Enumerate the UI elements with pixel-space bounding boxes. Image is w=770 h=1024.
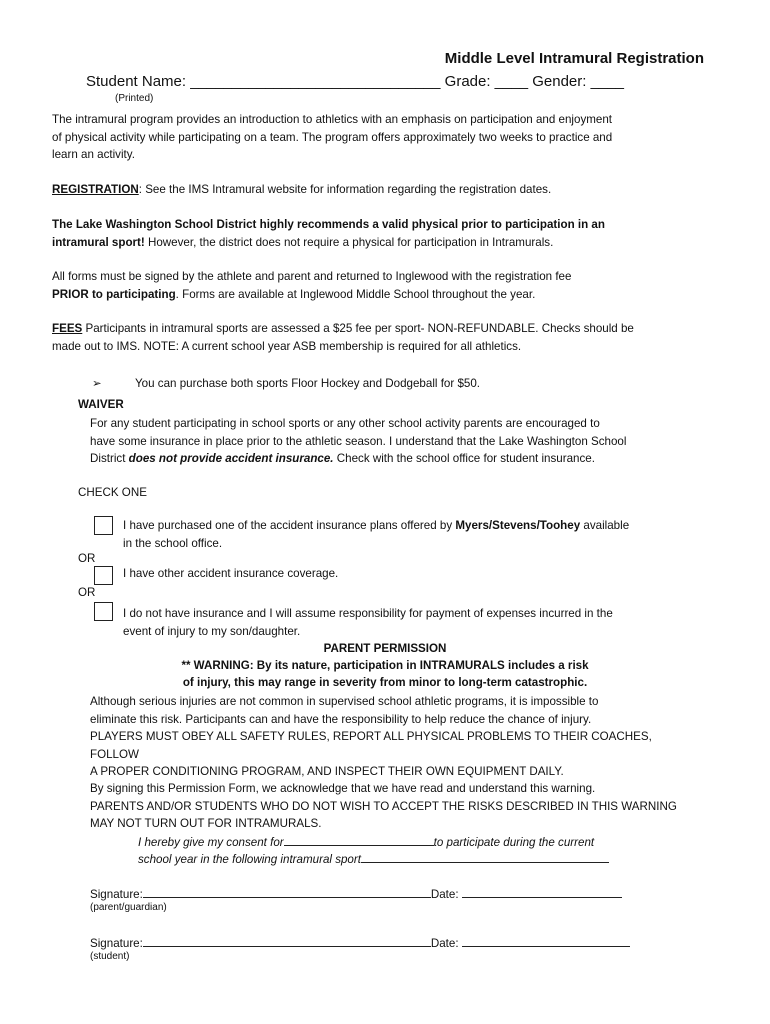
warning-line: ** WARNING: By its nature, participation in INTRAMURALS includes a risk bbox=[181, 659, 589, 672]
acknowledge-line: MAY NOT TURN OUT FOR INTRAMURALS. bbox=[90, 817, 322, 830]
forms-bold: PRIOR to participating bbox=[52, 287, 176, 301]
fees-line: Participants in intramural sports are assessed a $25 fee per sport- NON-REFUNDABLE. Checks should be bbox=[82, 322, 634, 335]
insurer-name: Myers/Stevens/Toohey bbox=[455, 519, 581, 532]
option-other-insurance: I have other accident insurance coverage. bbox=[123, 567, 339, 580]
student-date-field[interactable] bbox=[462, 934, 630, 947]
warning-line: of injury, this may range in severity from minor to long-term catastrophic. bbox=[182, 676, 588, 689]
student-note: (student) bbox=[90, 951, 130, 962]
physical-bold-emphasis: intramural sport! bbox=[52, 235, 145, 249]
option-text: available bbox=[580, 519, 630, 532]
bullet-text: You can purchase both sports Floor Hockey and Dodgeball for $50. bbox=[135, 377, 481, 390]
intro-paragraph bbox=[52, 111, 692, 164]
waiver-line: have some insurance in place prior to the athletic season. I understand that the Lake Washington School bbox=[90, 434, 627, 448]
consent-line bbox=[138, 833, 594, 849]
parent-permission-heading: PARENT PERMISSION bbox=[323, 642, 447, 655]
parent-date-field[interactable] bbox=[462, 885, 622, 898]
waiver-heading: WAIVER bbox=[78, 398, 124, 411]
bullet-arrow-icon: ➢ bbox=[92, 377, 102, 390]
signature-label: Signature: bbox=[90, 937, 143, 950]
waiver-line: Check with the school office for student insurance. bbox=[333, 452, 595, 465]
waiver-line: For any student participating in school sports or any other school activity parents are encouraged to bbox=[90, 417, 600, 430]
option-no-insurance-line1: I do not have insurance and I will assume responsibility for payment of expenses incurred in the bbox=[123, 607, 613, 620]
risk-line: A PROPER CONDITIONING PROGRAM, AND INSPECT THEIR OWN EQUIPMENT DAILY. bbox=[90, 765, 564, 778]
risk-line: eliminate this risk. Participants can and have the responsibility to help reduce the chance of injury. bbox=[90, 712, 592, 726]
checkbox-no-insurance[interactable] bbox=[94, 602, 113, 621]
acknowledge-line: PARENTS AND/OR STUDENTS WHO DO NOT WISH TO ACCEPT THE RISKS DESCRIBED IN THIS WARNING bbox=[90, 799, 677, 813]
registration-paragraph bbox=[52, 181, 692, 199]
intro-line: learn an activity. bbox=[52, 148, 135, 161]
signature-label: Signature: bbox=[90, 888, 143, 901]
consent-sport-line bbox=[138, 850, 609, 866]
registration-text: : See the IMS Intramural website for information regarding the registration dates. bbox=[138, 183, 552, 196]
option-purchased-line1 bbox=[123, 519, 629, 532]
or-separator: OR bbox=[78, 586, 96, 599]
check-one-heading: CHECK ONE bbox=[78, 486, 147, 499]
waiver-emphasis: does not provide accident insurance. bbox=[128, 452, 334, 465]
waiver-line: District bbox=[90, 452, 129, 465]
intramural-sport-field[interactable] bbox=[361, 850, 609, 863]
acknowledge-paragraph bbox=[90, 780, 690, 833]
intro-line: The intramural program provides an introduction to athletics with an emphasis on participation and enjoyment bbox=[52, 113, 613, 126]
consent-student-name-field[interactable] bbox=[284, 833, 434, 846]
forms-paragraph bbox=[52, 268, 692, 303]
fees-line: made out to IMS. NOTE: A current school year ASB membership is required for all athletics. bbox=[52, 339, 522, 353]
parent-signature-field[interactable] bbox=[143, 885, 431, 898]
acknowledge-line: By signing this Permission Form, we acknowledge that we have read and understand this warning. bbox=[90, 782, 596, 795]
option-no-insurance-line2: event of injury to my son/daughter. bbox=[123, 625, 301, 638]
printed-note: (Printed) bbox=[115, 93, 154, 104]
risk-paragraph bbox=[90, 693, 690, 781]
forms-line: All forms must be signed by the athlete and parent and returned to Inglewood with the registration fee bbox=[52, 270, 572, 283]
consent-text: school year in the following intramural sport bbox=[138, 853, 361, 866]
consent-text: to participate during the current bbox=[433, 836, 595, 849]
checkbox-purchased-insurance[interactable] bbox=[94, 516, 113, 535]
student-signature-row bbox=[90, 934, 630, 950]
waiver-paragraph bbox=[90, 415, 690, 468]
student-signature-field[interactable] bbox=[143, 934, 431, 947]
form-title: Middle Level Intramural Registration bbox=[444, 50, 704, 67]
student-name-grade-gender-line[interactable]: Student Name: ______________________________ Grade: ____ Gender: ____ bbox=[86, 73, 624, 90]
checkbox-other-insurance[interactable] bbox=[94, 566, 113, 585]
physical-rest: However, the district does not require a physical for participation in Intramurals. bbox=[144, 235, 554, 249]
risk-line: PLAYERS MUST OBEY ALL SAFETY RULES, REPORT ALL PHYSICAL PROBLEMS TO THEIR COACHES, FOLLOW bbox=[90, 730, 652, 761]
date-label: Date: bbox=[430, 937, 462, 950]
fees-paragraph bbox=[52, 320, 692, 355]
consent-text: I hereby give my consent for bbox=[138, 836, 284, 849]
parent-signature-row bbox=[90, 885, 622, 901]
option-text: I have purchased one of the accident insurance plans offered by bbox=[123, 519, 456, 532]
date-label: Date: bbox=[430, 888, 462, 901]
fees-heading: FEES bbox=[52, 322, 83, 335]
option-purchased-line2: in the school office. bbox=[123, 537, 223, 550]
or-separator: OR bbox=[78, 552, 96, 565]
intro-line: of physical activity while participating on a team. The program offers approximately two weeks to practice and bbox=[52, 130, 613, 144]
registration-heading: REGISTRATION bbox=[52, 183, 139, 196]
forms-rest: . Forms are available at Inglewood Middle School throughout the year. bbox=[175, 287, 536, 301]
risk-line: Although serious injuries are not common in supervised school athletic programs, it is impossible to bbox=[90, 695, 599, 708]
physical-paragraph bbox=[52, 216, 692, 251]
parent-guardian-note: (parent/guardian) bbox=[90, 902, 167, 913]
physical-bold-line: The Lake Washington School District highly recommends a valid physical prior to participation in an bbox=[52, 218, 605, 231]
